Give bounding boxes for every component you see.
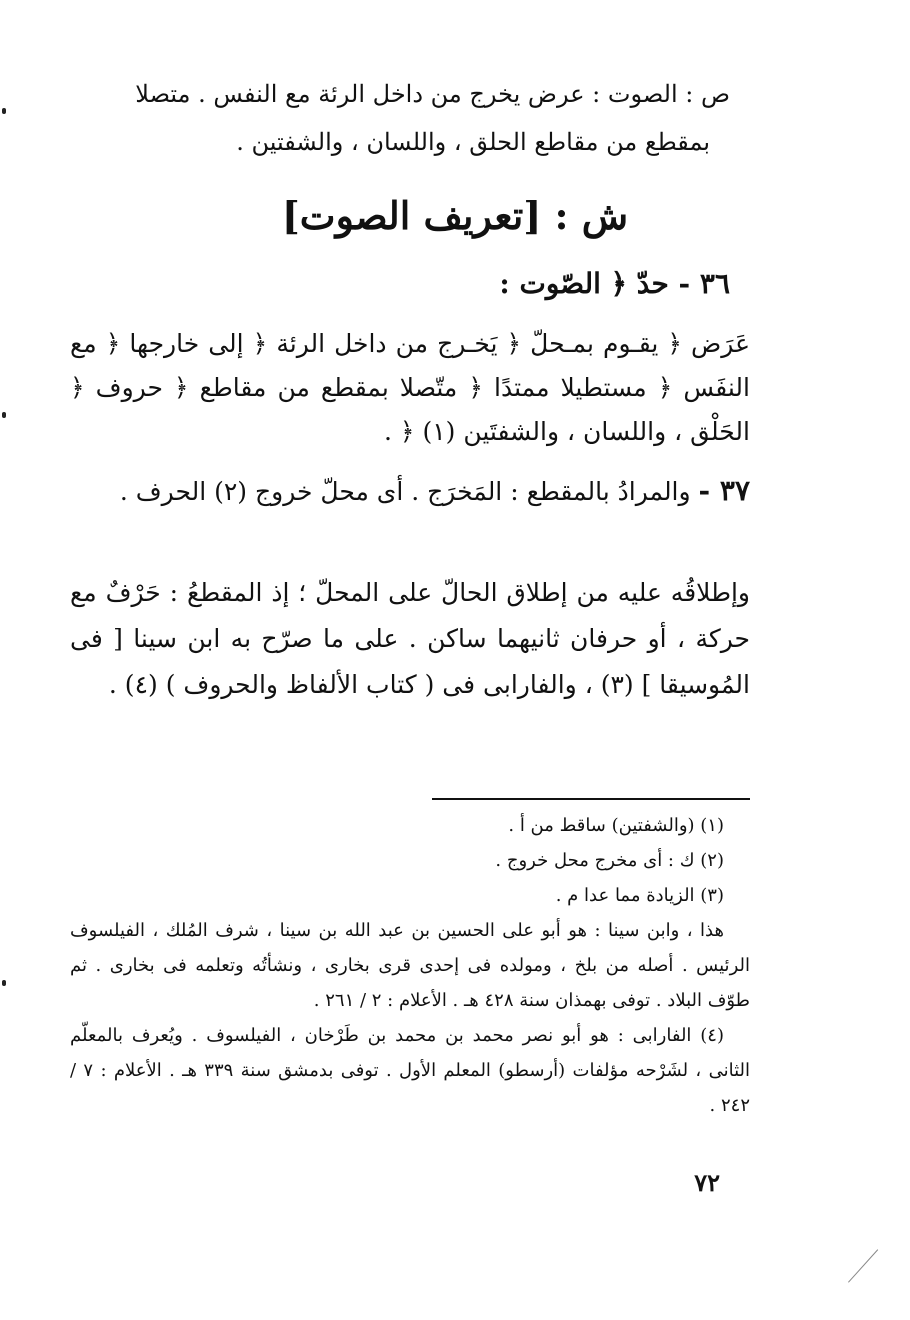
footnote-divider bbox=[432, 798, 750, 800]
scan-margin-mark bbox=[2, 412, 6, 418]
scan-artifact-line bbox=[848, 1249, 878, 1282]
section-title: ش : [تعريف الصوت] bbox=[281, 193, 629, 238]
footnote-3: (٣) الزيادة مما عدا م . bbox=[555, 885, 724, 906]
scan-margin-mark bbox=[2, 108, 6, 114]
matn-line-2: بمقطع من مقاطع الحلق ، واللسان ، والشفتين . bbox=[236, 128, 710, 156]
footnote-1: (١) (والشفتين) ساقط من أ . bbox=[508, 815, 724, 836]
footnote-2: (٢) ك : أى مخرج محل خروج . bbox=[495, 850, 724, 871]
paragraph-36-heading: ٣٦ - حدّ ﴿ الصّوت : bbox=[499, 267, 730, 300]
footnotes bbox=[70, 808, 750, 1123]
footnote-3-biography: هذا ، وابن سينا : هو أبو على الحسين بن عبد الله بن سينا ، شرف المُلك ، الفيلسوف الرئيس . أصله من بلخ ، ومولده فى إحدى قرى بخارى ، ونشأتُه وتعلمه فى بخارى . ثم طوّف البلاد . توفى بهمذان سنة ٤٢٨ هـ . الأعلام : ٢ / ٢٦١ . bbox=[70, 920, 750, 1011]
paragraph-37-text: والمرادُ بالمقطع : المَخرَج . أى محلّ خروج (٢) الحرف . bbox=[119, 477, 691, 506]
matn-text bbox=[70, 70, 730, 166]
paragraph-37-number: ٣٧ - bbox=[698, 474, 750, 507]
scan-margin-mark bbox=[2, 980, 6, 986]
etlaq-paragraph: وإطلاقُه عليه من إطلاق الحالّ على المحلّ ؛ إذ المقطعُ : حَرْفٌ مع حركة ، أو حرفان ثانيهما ساكن . على ما صرّح به ابن سينا [ فى المُوسيقا ] (٣) ، والفارابى فى ( كتاب الألفاظ والحروف ) (٤) . bbox=[70, 578, 750, 699]
page-number: ٧٢ bbox=[694, 1168, 720, 1197]
footnote-4: (٤) الفارابى : هو أبو نصر محمد بن محمد بن طَرْخان ، الفيلسوف . ويُعرف بالمعلّم الثانى ، لشَرْحه مؤلفات (أرسطو) المعلم الأول . توفى بدمشق سنة ٣٣٩ هـ . الأعلام : ٧ / ٢٤٢ . bbox=[70, 1025, 750, 1116]
paragraph-37 bbox=[70, 466, 750, 517]
matn-line-1: ص : الصوت : عرض يخرج من داخل الرئة مع النفس . متصلا bbox=[135, 80, 730, 108]
definition-commentary: عَرَض ﴿ يقـوم بمـحلّ ﴿ يَخـرج من داخل الرئة ﴿ إلى خارجها ﴿ مع النفَس ﴿ مستطيلا ممتدًا ﴿ متّصلا بمقطع من مقاطع ﴿ حروف ﴿ الحَلْق ، واللسان ، والشفتَين (١) ﴿ . bbox=[70, 329, 750, 446]
